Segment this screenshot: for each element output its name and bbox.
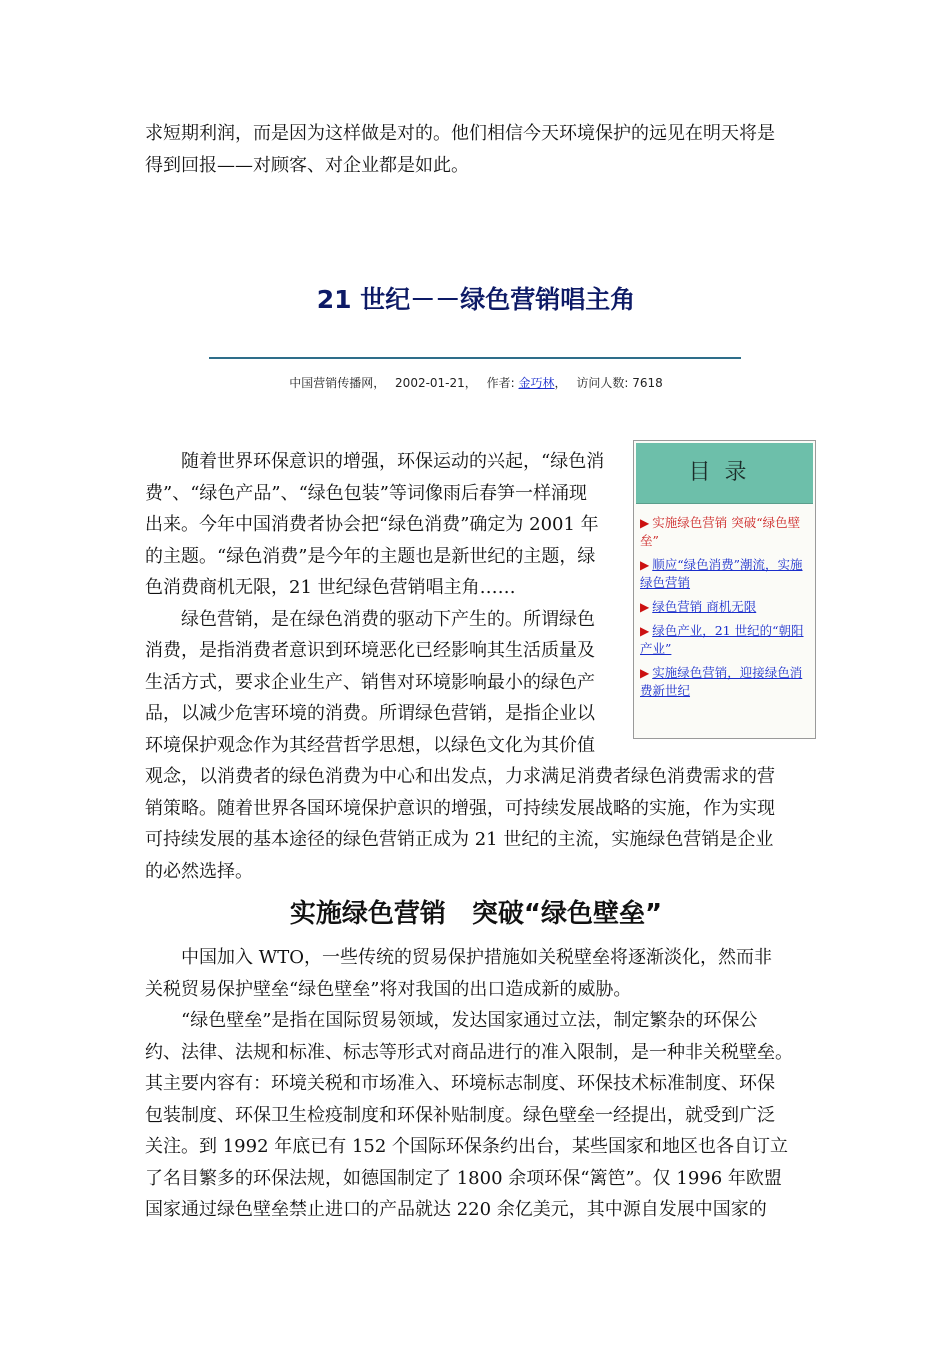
triangle-right-icon: ▶ (640, 624, 650, 638)
text-line: 出来。今年中国消费者协会把“绿色消费”确定为 2001 年 (145, 514, 599, 535)
text-line: 销策略。随着世界各国环境保护意识的增强，可持续发展战略的实施，作为实现 (145, 797, 775, 819)
triangle-right-icon: ▶ (640, 666, 650, 680)
text-line: 消费，是指消费者意识到环境恶化已经影响其生活质量及 (145, 640, 595, 661)
text-line: 关注。到 1992 年底已有 152 个国际环保条约出台，某些国家和地区也各自订立 (145, 1136, 789, 1157)
text-line: 包装制度、环保卫生检疫制度和环保补贴制度。绿色壁垒一经提出，就受到广泛 (145, 1104, 775, 1126)
section-title: 实施绿色营销 突破“绿色壁垒” (289, 899, 663, 929)
text-line: 环境保护观念作为其经营哲学思想，以绿色文化为其价值 (145, 734, 595, 756)
triangle-right-icon: ▶ (640, 516, 650, 530)
text-line: “绿色壁垒”是指在国际贸易领域，发达国家通过立法，制定繁杂的环保公 (181, 1010, 758, 1031)
text-line: 关税贸易保护壁垒“绿色壁垒”将对我国的出口造成新的威胁。 (145, 978, 632, 1000)
text-line: 国家通过绿色壁垒禁止进口的产品就达 220 余亿美元，其中源自发展中国家的 (145, 1199, 767, 1220)
text-line: 随着世界环保意识的增强，环保运动的兴起，“绿色消 (181, 451, 605, 472)
text-line: 约、法律、法规和标准、标志等形式对商品进行的准入限制，是一种非关税壁垒。 (145, 1041, 793, 1063)
title-divider (209, 357, 741, 359)
triangle-right-icon: ▶ (640, 600, 650, 614)
intro-tail-paragraph (145, 118, 809, 181)
text-line: 的必然选择。 (145, 860, 253, 882)
text-line: 费”、“绿色产品”、“绿色包装”等词像雨后春笋一样涌现 (145, 482, 588, 504)
article-title: 21 世纪－－绿色营销唱主角 (316, 285, 636, 314)
toc-link-business-opportunity[interactable]: 绿色营销 商机无限 (652, 599, 757, 614)
toc-link-green-barrier[interactable]: 实施绿色营销 突破“绿色壁垒” (640, 515, 801, 548)
text-line: 了名目繁多的环保法规，如德国制定了 1800 余项环保“篱笆”。仅 1996 年欧盟 (145, 1167, 782, 1189)
text-line: 其主要内容有：环境关税和市场准入、环境标志制度、环保技术标准制度、环保 (145, 1073, 775, 1094)
text-line: 得到回报——对顾客、对企业都是如此。 (145, 154, 469, 176)
author-link[interactable]: 金巧林 (518, 376, 555, 390)
text-line: 品，以减少危害环境的消费。所谓绿色营销，是指企业以 (145, 703, 595, 724)
triangle-right-icon: ▶ (640, 558, 650, 572)
text-line: 绿色营销，是在绿色消费的驱动下产生的。所谓绿色 (181, 608, 595, 630)
text-line: 求短期利润，而是因为这样做是对的。他们相信今天环境保护的远见在明天将是 (145, 123, 775, 144)
text-line: 中国加入 WTO，一些传统的贸易保护措施如关税壁垒将逐渐淡化，然而非 (181, 947, 772, 968)
meta-source: 中国营销传播网， (289, 376, 386, 390)
section-body (145, 942, 809, 1226)
toc-link-green-consumption[interactable]: 顺应“绿色消费”潮流，实施绿色营销 (640, 557, 803, 590)
meta-visits-count: 7618 (632, 376, 663, 390)
text-line: 可持续发展的基本途径的绿色营销正成为 21 世纪的主流，实施绿色营销是企业 (145, 829, 774, 850)
text-line: 的主题。“绿色消费”是今年的主题也是新世纪的主题，绿 (145, 545, 596, 567)
toc-link-green-industry[interactable]: 绿色产业，21 世纪的“朝阳产业” (640, 623, 804, 656)
toc-link-new-century[interactable]: 实施绿色营销，迎接绿色消费新世纪 (640, 665, 803, 698)
text-line: 观念，以消费者的绿色消费为中心和出发点，力求满足消费者绿色消费需求的营 (145, 766, 775, 787)
toc-heading: 目录 (636, 443, 813, 504)
meta-author-sep: ， (554, 376, 567, 390)
meta-date: 2002-01-21， (395, 376, 477, 390)
article-meta (0, 374, 952, 392)
article-body (145, 446, 809, 887)
meta-visits-label: 访问人数: (576, 376, 629, 390)
text-line: 色消费商机无限，21 世纪绿色营销唱主角…… (145, 577, 516, 598)
text-line: 生活方式，要求企业生产、销售对环境影响最小的绿色产 (145, 671, 595, 693)
meta-author-label: 作者: (486, 376, 515, 390)
